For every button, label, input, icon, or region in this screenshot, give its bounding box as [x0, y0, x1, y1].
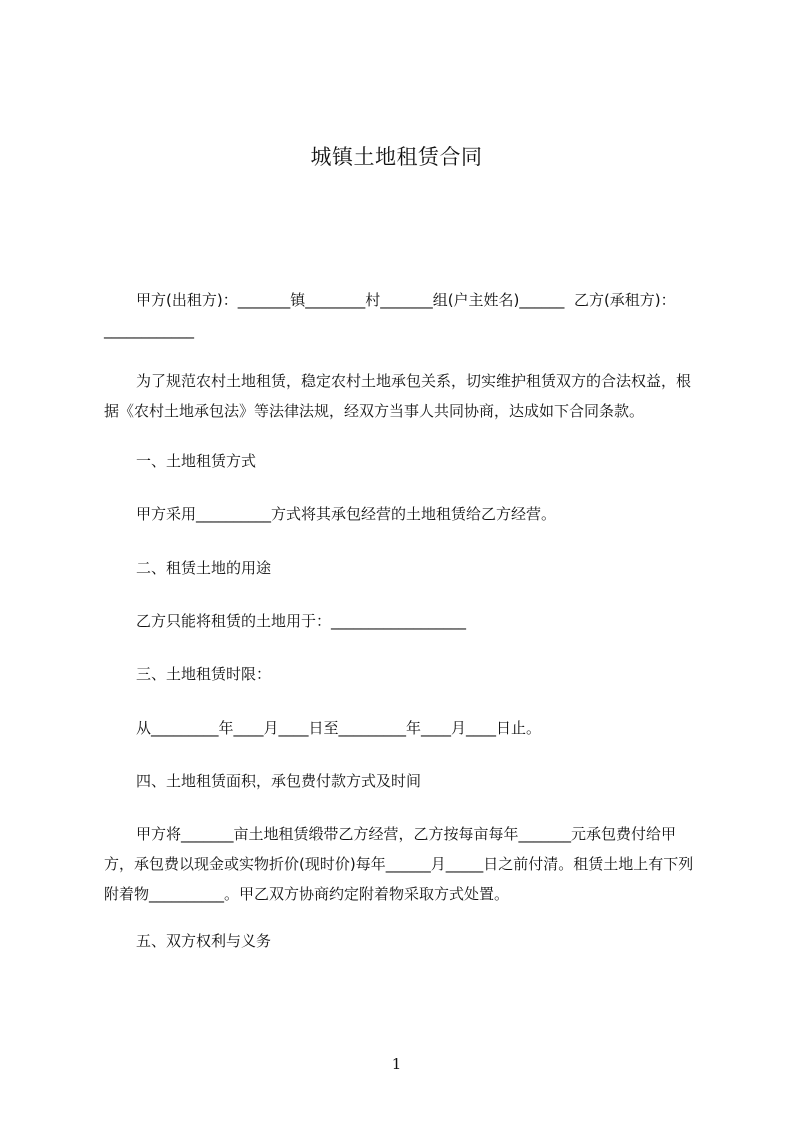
document-title: 城镇土地租赁合同 — [310, 145, 483, 169]
section-5-heading: 五、双方权利与义务 — [136, 932, 272, 950]
section-4-body: 甲方将_______亩土地租赁缎带乙方经营，乙方按每亩每年_______元承包费付给甲方，承包费以现金或实物折价(现时价)每年______月_____日之前付清。租赁土地上有下列附着物__________。甲乙双方协商约定附着物采取方式处置。 — [104, 825, 694, 903]
section-3-body: 从_________年____月____日至_________年____月____日止。 — [136, 719, 542, 737]
section-3-heading: 三、土地租赁时限： — [136, 665, 272, 683]
page-number: 1 — [391, 1055, 402, 1073]
section-4-heading: 四、土地租赁面积，承包费付款方式及时间 — [136, 772, 422, 790]
section-1-body: 甲方采用__________方式将其承包经营的土地租赁给乙方经营。 — [136, 505, 557, 523]
section-2-body: 乙方只能将租赁的土地用于：__________________ — [136, 612, 467, 630]
section-2-heading: 二、租赁土地的用途 — [136, 559, 272, 577]
preamble-paragraph: 为了规范农村土地租赁，稳定农村土地承包关系，切实维护租赁双方的合法权益，根据《农村土地承包法》等法律法规，经双方当事人共同协商，达成如下合同条款。 — [104, 372, 692, 420]
section-1-heading: 一、土地租赁方式 — [136, 452, 257, 470]
parties-paragraph: 甲方(出租方)：_______镇________村_______组(户主姓名)______ 乙方(承租方)：____________ — [104, 291, 676, 339]
